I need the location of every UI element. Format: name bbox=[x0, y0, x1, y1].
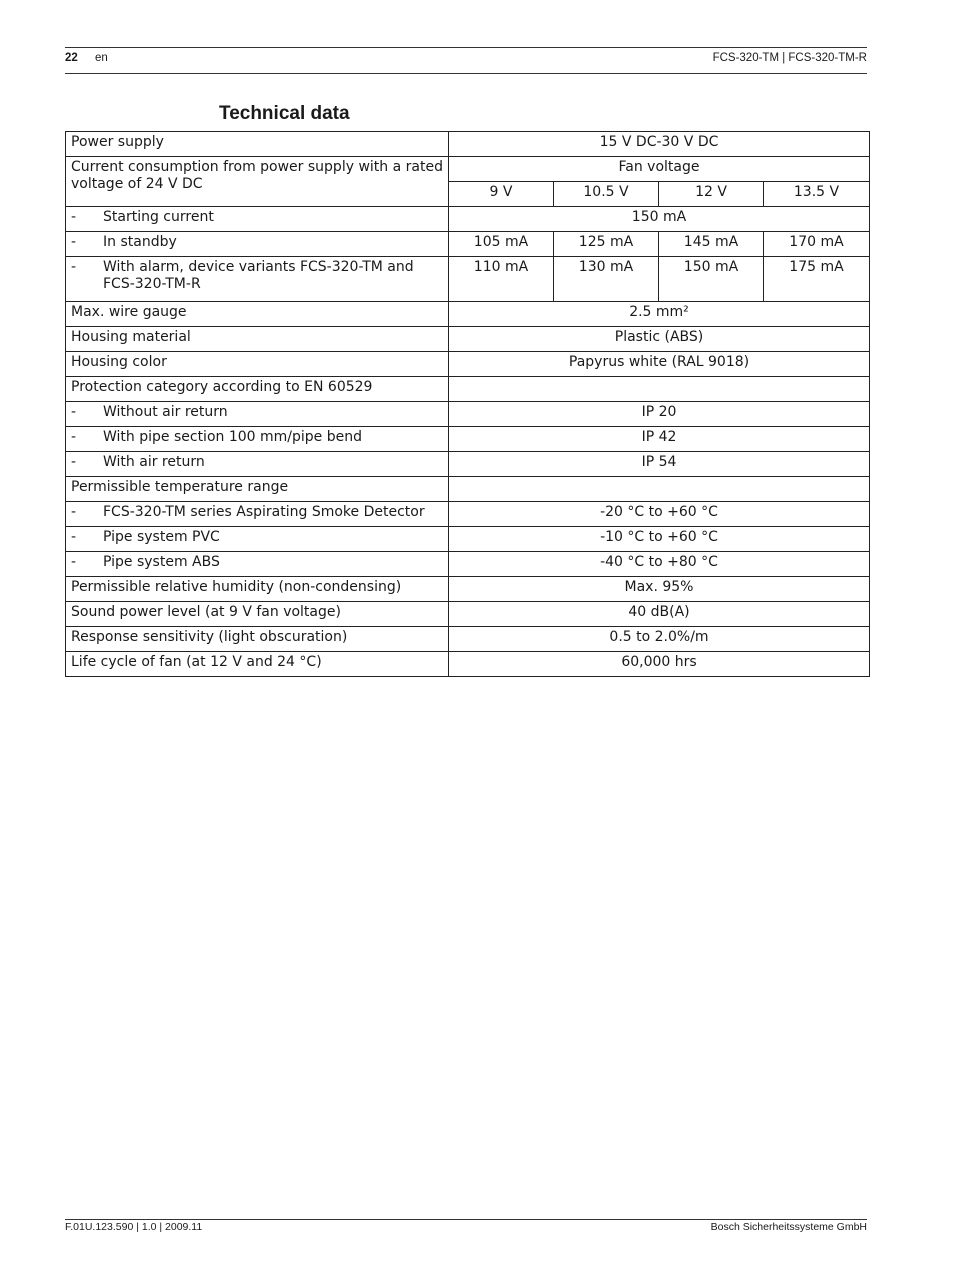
voltage-cell: 12 V bbox=[659, 182, 764, 207]
table-row bbox=[66, 627, 870, 652]
row-label: Permissible relative humidity (non-condensing) bbox=[66, 577, 449, 602]
row-label bbox=[66, 402, 449, 427]
sub-label: FCS-320-TM series Aspirating Smoke Detector bbox=[103, 504, 425, 520]
row-label: Max. wire gauge bbox=[66, 302, 449, 327]
section-title: Technical data bbox=[219, 103, 350, 124]
table-row bbox=[66, 327, 870, 352]
row-value: -20 °C to +60 °C bbox=[449, 502, 870, 527]
list-dash: - bbox=[71, 454, 77, 470]
table-row bbox=[66, 302, 870, 327]
table-row bbox=[66, 402, 870, 427]
table-row bbox=[66, 577, 870, 602]
row-label bbox=[66, 257, 449, 302]
table-row bbox=[66, 527, 870, 552]
sub-label: With pipe section 100 mm/pipe bend bbox=[103, 429, 362, 445]
sub-label: In standby bbox=[103, 234, 177, 250]
list-dash: - bbox=[71, 234, 77, 250]
row-label: Power supply bbox=[66, 132, 449, 157]
table-row bbox=[66, 552, 870, 577]
table-row bbox=[66, 452, 870, 477]
list-dash: - bbox=[71, 529, 77, 545]
sub-label: Pipe system PVC bbox=[103, 529, 220, 545]
row-value: IP 42 bbox=[449, 427, 870, 452]
sub-label: Pipe system ABS bbox=[103, 554, 220, 570]
document-reference: F.01U.123.590 | 1.0 | 2009.11 bbox=[65, 1221, 203, 1233]
row-label: Life cycle of fan (at 12 V and 24 °C) bbox=[66, 652, 449, 677]
row-value: Papyrus white (RAL 9018) bbox=[449, 352, 870, 377]
row-value: 125 mA bbox=[554, 232, 659, 257]
row-label bbox=[66, 232, 449, 257]
row-label bbox=[66, 207, 449, 232]
list-dash: - bbox=[71, 404, 77, 420]
table-row bbox=[66, 427, 870, 452]
table-row bbox=[66, 232, 870, 257]
table-row bbox=[66, 352, 870, 377]
row-value: 105 mA bbox=[449, 232, 554, 257]
row-value-empty bbox=[449, 477, 870, 502]
table-row bbox=[66, 257, 870, 302]
row-label: Permissible temperature range bbox=[66, 477, 449, 502]
fan-voltage-header: Fan voltage bbox=[449, 157, 870, 182]
row-value: IP 54 bbox=[449, 452, 870, 477]
list-dash: - bbox=[71, 209, 77, 225]
row-value: 150 mA bbox=[659, 257, 764, 302]
list-dash: - bbox=[71, 259, 77, 275]
row-label: Protection category according to EN 60529 bbox=[66, 377, 449, 402]
row-value: Max. 95% bbox=[449, 577, 870, 602]
language-code: en bbox=[95, 52, 108, 64]
row-value: 0.5 to 2.0%/m bbox=[449, 627, 870, 652]
voltage-cell: 13.5 V bbox=[764, 182, 870, 207]
row-label: Response sensitivity (light obscuration) bbox=[66, 627, 449, 652]
row-value: 130 mA bbox=[554, 257, 659, 302]
table-row bbox=[66, 132, 870, 157]
document-title: FCS-320-TM | FCS-320-TM-R bbox=[712, 52, 867, 64]
row-label bbox=[66, 527, 449, 552]
company-name: Bosch Sicherheitssysteme GmbH bbox=[710, 1221, 867, 1233]
row-value: -40 °C to +80 °C bbox=[449, 552, 870, 577]
row-label bbox=[66, 427, 449, 452]
list-dash: - bbox=[71, 504, 77, 520]
list-dash: - bbox=[71, 429, 77, 445]
row-label bbox=[66, 552, 449, 577]
list-dash: - bbox=[71, 554, 77, 570]
sub-label: With air return bbox=[103, 454, 205, 470]
table-row bbox=[66, 502, 870, 527]
row-value: 110 mA bbox=[449, 257, 554, 302]
row-value: IP 20 bbox=[449, 402, 870, 427]
table-row bbox=[66, 602, 870, 627]
footer-rule bbox=[65, 1219, 867, 1220]
technical-data-table bbox=[65, 131, 870, 677]
row-value: 40 dB(A) bbox=[449, 602, 870, 627]
sub-label: Starting current bbox=[103, 209, 214, 225]
row-label: Sound power level (at 9 V fan voltage) bbox=[66, 602, 449, 627]
table-row bbox=[66, 652, 870, 677]
row-value: 15 V DC-30 V DC bbox=[449, 132, 870, 157]
row-value: 2.5 mm² bbox=[449, 302, 870, 327]
row-value: 175 mA bbox=[764, 257, 870, 302]
voltage-cell: 9 V bbox=[449, 182, 554, 207]
table-row bbox=[66, 477, 870, 502]
row-label: Housing material bbox=[66, 327, 449, 352]
row-label: Housing color bbox=[66, 352, 449, 377]
row-value: 150 mA bbox=[449, 207, 870, 232]
table-row bbox=[66, 377, 870, 402]
row-value: 170 mA bbox=[764, 232, 870, 257]
header-rule-top bbox=[65, 47, 867, 48]
header-rule-bottom bbox=[65, 73, 867, 74]
sub-label: With alarm, device variants FCS-320-TM and FCS-320-TM-R bbox=[103, 259, 414, 292]
row-label bbox=[66, 502, 449, 527]
voltage-cell: 10.5 V bbox=[554, 182, 659, 207]
row-value: 145 mA bbox=[659, 232, 764, 257]
sub-label: Without air return bbox=[103, 404, 228, 420]
table-row bbox=[66, 207, 870, 232]
row-value: 60,000 hrs bbox=[449, 652, 870, 677]
row-label: Current consumption from power supply with a rated voltage of 24 V DC bbox=[66, 157, 449, 207]
row-label bbox=[66, 452, 449, 477]
row-value: Plastic (ABS) bbox=[449, 327, 870, 352]
row-value-empty bbox=[449, 377, 870, 402]
page-number: 22 bbox=[65, 52, 78, 64]
table-row bbox=[66, 157, 870, 182]
row-value: -10 °C to +60 °C bbox=[449, 527, 870, 552]
